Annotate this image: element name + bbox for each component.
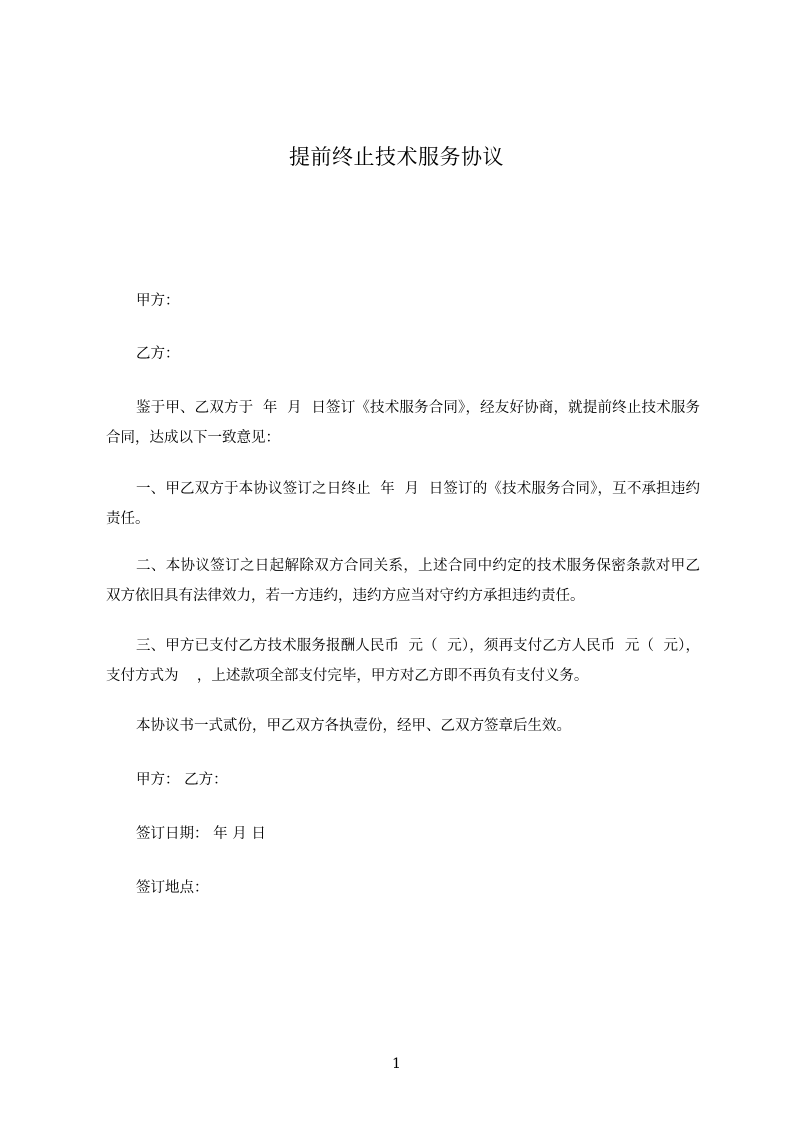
preamble-paragraph: 鉴于甲、乙双方于 年 月 日签订《技术服务合同》，经友好协商，就提前终止技术服务合同，达成以下一致意见： [106, 400, 700, 446]
party-a-label: 甲方： [136, 293, 180, 309]
clause-3-paragraph: 三、甲方已支付乙方技术服务报酬人民币 元（ 元），须再支付乙方人民币 元（ 元），支付方式为 ，上述款项全部支付完毕，甲方对乙方即不再负有支付义务。 [106, 638, 700, 684]
clause-2-paragraph: 二、本协议签订之日起解除双方合同关系，上述合同中约定的技术服务保密条款对甲乙双方依旧具有法律效力，若一方违约，违约方应当对守约方承担违约责任。 [106, 558, 700, 604]
sign-place-line: 签订地点： [136, 880, 209, 896]
signature-line: 甲方： 乙方： [136, 772, 228, 788]
document-title: 提前终止技术服务协议 [289, 145, 504, 169]
copies-statement: 本协议书一式贰份，甲乙双方各执壹份，经甲、乙双方签章后生效。 [136, 718, 571, 734]
clause-1-paragraph: 一、甲乙双方于本协议签订之日终止 年 月 日签订的《技术服务合同》，互不承担违约责任。 [106, 481, 700, 527]
party-b-label: 乙方： [136, 346, 180, 362]
sign-date-line: 签订日期： 年 月 日 [136, 826, 266, 842]
page-number: 1 [392, 1056, 401, 1072]
